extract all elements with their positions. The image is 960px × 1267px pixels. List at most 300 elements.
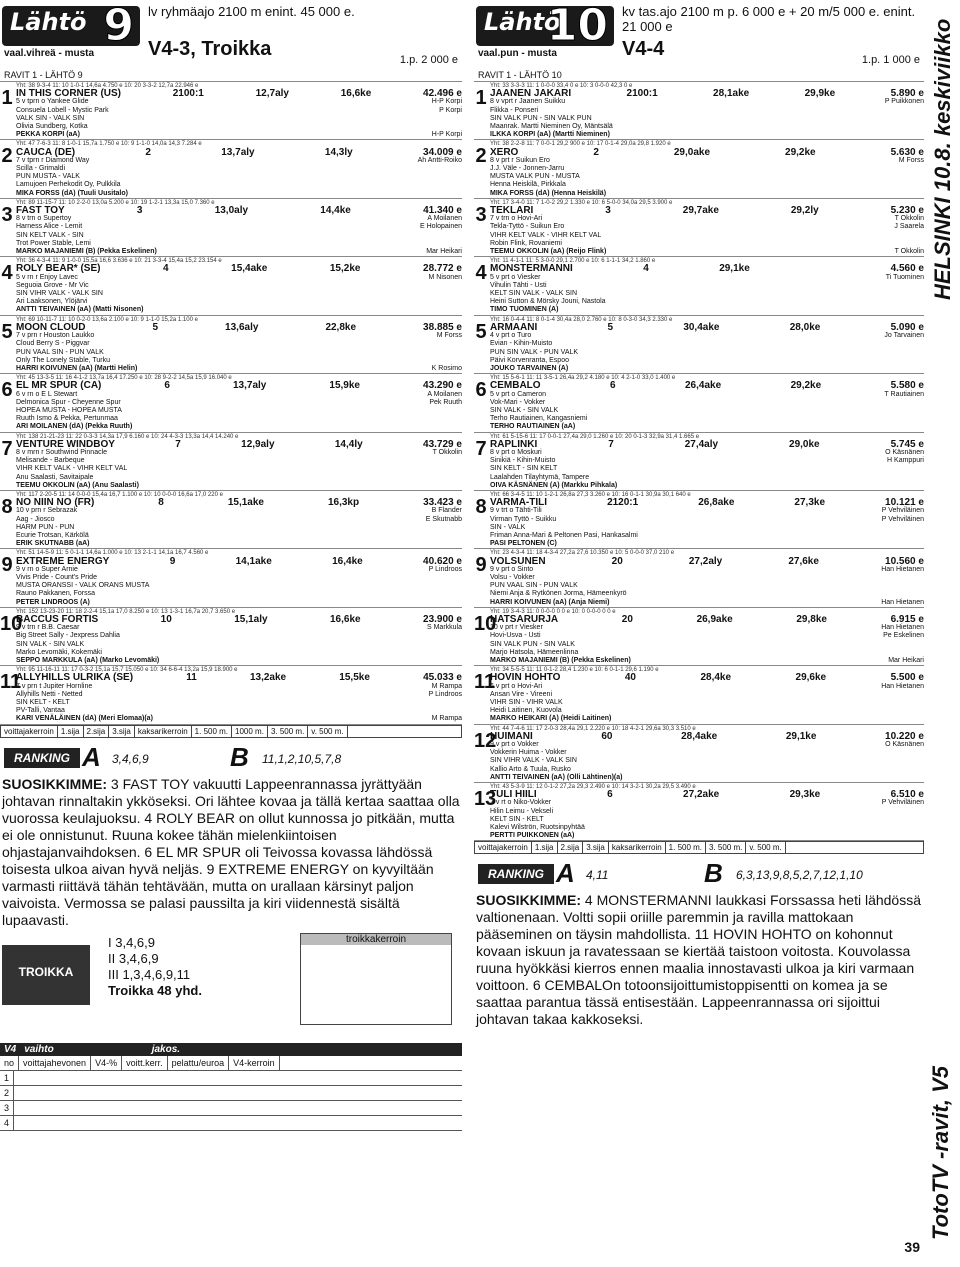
pedigree-line — [16, 332, 462, 340]
dam-line — [490, 399, 924, 407]
owner: Päivi Korvenranta, Espoo — [490, 356, 569, 364]
start-position: 6 — [610, 380, 616, 392]
horse-name: HUIMANI — [490, 730, 533, 742]
horse-name-line — [16, 616, 462, 624]
dam: Cloud Berry S - Piggvar — [16, 340, 90, 348]
entry-stats: Yht: 34 5-5-5 11: 11 0-1-2 28,4 1.230 e 10: 6 0-1-1 29,6 1.190 e — [490, 667, 659, 674]
horse-name-line — [16, 555, 462, 567]
horse-name-line — [490, 146, 924, 158]
entry-body — [490, 316, 924, 373]
record: 27,4aly — [684, 438, 719, 450]
dam-line — [16, 223, 462, 231]
owner: Robin Flink, Rovaniemi — [490, 239, 562, 247]
driver: TEEMU OKKOLIN (aA) (Anu Saalasti) — [16, 481, 139, 489]
entry-body — [490, 140, 924, 197]
record-2: 14,4ke — [320, 205, 351, 217]
entry-row — [474, 257, 924, 315]
silk-colors: PUN SIN VALK - PUN VALK — [490, 348, 579, 356]
owner: Terho Rautiainen, Kangasniemi — [490, 415, 588, 423]
entry-stats: Yht: 138 21-21-23 11: 22 0-3-3 14,3a 17,9 6.160 e 10: 24 4-3-3 13,3a 14,4 14.240 e — [16, 433, 239, 440]
pedigree-line — [490, 449, 924, 457]
trainer-2: P Lindroos — [428, 690, 462, 698]
driver-line — [16, 306, 462, 314]
entry-stats: Yht: 36 4-3-4 11: 9 1-0-0 15,5a 16,6 3.636 e 10: 21 3-3-4 15,4a 15,2 23.154 e — [16, 258, 222, 265]
record: 13,2ake — [249, 672, 287, 684]
record-2: 14,4ly — [334, 438, 363, 450]
race-info: lv ryhmäajo 2100 m enint. 45 000 e. — [148, 4, 355, 19]
driver: ARI MOILANEN (dA) (Pekka Ruuth) — [16, 423, 133, 431]
trainer-3: Mar Heikari — [888, 657, 924, 665]
dam: Evian - Kihin-Muisto — [490, 340, 553, 348]
pedigree: 10 v prt r Viesker — [490, 624, 543, 632]
owner: Ari Laaksonen, Ylöjärvi — [16, 298, 88, 306]
pedigree-line — [490, 215, 924, 223]
dam-line — [16, 282, 462, 290]
entry-stats: Yht: 15 5-6-1 11: 11 3-5-1 26,4a 29,2 4.180 e 10: 4 2-1-0 33,0 1.400 e — [490, 375, 676, 382]
record-2: 22,8ke — [325, 321, 357, 333]
dam: Virman Tyttö - Suikku — [490, 515, 557, 523]
pedigree-line — [490, 566, 924, 574]
start-position: 6 — [607, 789, 613, 801]
start-number: 1 — [1, 87, 13, 109]
pedigree: 10 v prn r Sebrazak — [16, 507, 78, 515]
start-position: 11 — [186, 672, 197, 684]
start-position: 2120:1 — [607, 497, 639, 509]
record-2: 16,6ke — [340, 88, 372, 100]
results-table-header — [474, 841, 924, 854]
start-number: 11 — [0, 671, 22, 694]
trainer: Ah Antti-Roiko — [417, 156, 462, 164]
entry-body — [490, 608, 924, 665]
record: 28,1ake — [713, 88, 750, 100]
driver: ANTTI TEIVAINEN (aA) (Matti Nisonen) — [16, 306, 144, 314]
entry-stats: Yht: 33 3-3-3 11: 1 0-0-0 33,4 0 e 10: 3 0-0-0 42,3 0 e — [490, 83, 633, 89]
pedigree: 6 v prt o Hovi-Ari — [490, 682, 543, 690]
driver: PETER LINDROOS (A) — [16, 598, 90, 606]
driver: PEKKA KORPI (aA) — [16, 131, 80, 139]
record-2: 28,0ke — [789, 321, 821, 333]
record-2: 15,2ke — [329, 263, 361, 275]
record: 12,7aly — [255, 88, 289, 100]
dam-line — [16, 399, 462, 407]
trainer-2: P Vehviläinen — [881, 515, 924, 523]
start-number: 5 — [475, 320, 487, 343]
horse-name-line — [490, 730, 924, 742]
total-prize: 43.290 e — [423, 380, 462, 392]
ravit-label: RAVIT 1 - LÄHTÖ 10 — [474, 70, 924, 82]
entry-row — [0, 374, 462, 432]
entry-stats: Yht: 89 11-15-7 11: 10 2-2-0 13,0a 5.200 e 10: 19 1-2-1 13,3a 15,0 7.360 e — [16, 199, 215, 206]
horse-name-line — [490, 791, 924, 799]
entry-stats: Yht: 61 5-15-6 11: 17 0-0-1 27,4a 29,0 1.260 e 10: 20 0-1-3 32,9a 31,4 1.665 e — [490, 433, 700, 440]
driver-line — [16, 715, 462, 723]
dam: J.J. Väle - Jonnen-Jarru — [490, 165, 565, 173]
race-colors: vaal.vihreä - musta — [4, 48, 95, 59]
entry-row — [474, 316, 924, 374]
trainer: T Rautiainen — [884, 390, 924, 398]
v4-row — [0, 1086, 462, 1101]
driver: JOUKO TARVAINEN (A) — [490, 364, 569, 372]
pedigree-line — [16, 566, 462, 574]
record: 27,2ake — [683, 789, 720, 801]
start-number: 12 — [474, 729, 497, 752]
driver-line — [16, 599, 462, 607]
driver-line — [490, 248, 924, 256]
pedigree-line — [490, 157, 924, 165]
v4-column-header: voitt.kerr. — [122, 1056, 168, 1070]
entry-stats: Yht: 16 0-4-4 11: 8 0-1-4 30,4a 28,0 2.760 e 10: 8 0-3-0 34,3 2.330 e — [490, 316, 673, 323]
start-position: 9 — [169, 555, 176, 567]
entry-row — [474, 783, 924, 841]
ranking-b-values: 11,1,2,10,5,7,8 — [262, 751, 342, 766]
silk-colors: PUN MUSTA - VALK — [16, 173, 80, 181]
silk-colors: SIN VALK - SIN VALK — [490, 406, 559, 414]
total-prize: 42.496 e — [423, 88, 462, 100]
page-number: 39 — [904, 1239, 920, 1255]
pedigree-line — [490, 98, 924, 106]
record-2: 14,3ly — [324, 146, 353, 158]
trainer: Han Hietanen — [881, 682, 924, 690]
horse-name-line — [490, 616, 924, 624]
dam-line — [16, 516, 462, 524]
pedigree: 7 v prn t Jupiter Hornline — [16, 682, 93, 690]
record: 26,8ake — [698, 497, 735, 509]
entry-row — [0, 257, 462, 315]
entry-stats: Yht: 11 4-1-1 11: 5 3-0-0 29,1 2.700 e 10: 6 1-1-1 34,2 1.860 e — [490, 258, 656, 265]
dam: Volsu - Vokker — [490, 573, 535, 581]
start-number: 3 — [475, 203, 487, 226]
ranking — [474, 858, 924, 889]
record-2: 16,4ke — [332, 555, 363, 567]
dam: Aag - Jiosco — [16, 515, 55, 523]
record-2: 15,9ke — [329, 380, 360, 392]
entry-row — [474, 199, 924, 257]
v4-row — [0, 1101, 462, 1116]
dam-line — [490, 107, 924, 115]
pedigree-line — [16, 683, 462, 691]
driver: HARRI KOIVUNEN (aA) (Anja Niemi) — [490, 598, 610, 606]
silk-colors: VIHR KELT VALK - VIHR KELT VAL — [490, 231, 602, 239]
silk-colors: KELT SIN - KELT — [490, 815, 544, 823]
driver: SEPPO MARKKULA (aA) (Marko Levomäki) — [16, 657, 160, 665]
driver-line — [490, 306, 924, 314]
total-prize: 5.630 e — [890, 146, 924, 158]
table-header-cell: kaksarikerroin — [135, 726, 192, 737]
entry-body — [490, 374, 924, 431]
start-number: 8 — [1, 495, 13, 518]
pedigree: 5 v prt o Cameron — [490, 390, 547, 398]
entry-stats: Yht: 44 7-4-6 11: 17 2-0-3 28,4a 29,1 2.220 e 10: 18 4-2-1 29,6a 30,3 3.510 e — [490, 725, 696, 732]
pedigree-line — [490, 391, 924, 399]
horse-name: VOLSUNEN — [490, 555, 546, 567]
driver: MARKO MAJANIEMI (B) (Pekka Eskelinen) — [490, 657, 631, 665]
table-header-cell: 1.sija — [532, 842, 558, 853]
start-position: 2100:1 — [626, 88, 658, 100]
dam: Hilin Leimu - Vekseli — [490, 807, 554, 815]
driver-line — [490, 774, 924, 782]
trainer: M Forss — [898, 156, 924, 164]
v4-row-number: 4 — [0, 1116, 14, 1130]
entry-stats: Yht: 43 5-3-9 11: 12 0-1-2 27,2a 29,3 2.490 e 10: 14 3-2-1 30,2a 29,5 3.490 e — [490, 784, 696, 791]
dam-line — [16, 165, 462, 173]
pedigree: 9 v prt o Sinto — [490, 565, 534, 573]
start-position: 3 — [605, 205, 611, 217]
trainer: T Okkolin — [432, 448, 462, 456]
trainer-2: H Kamppuri — [887, 457, 924, 465]
driver: OIVA KÄSNÄNEN (A) (Markku Pihkala) — [490, 481, 618, 489]
record: 28,4ake — [681, 730, 718, 742]
trainer-2: E Holopainen — [419, 223, 462, 231]
race-header — [0, 0, 462, 70]
horse-name-line — [490, 90, 924, 98]
dam-line — [490, 691, 924, 699]
horse-name: EL MR SPUR (CA) — [16, 380, 102, 392]
table-header-cell: 2.sija — [84, 726, 110, 737]
favourites-body: 4 MONSTERMANNI laukkasi Forssassa heti lähdössä valtionenaan. Voltti sopii oriille paremmin ja ravilla mattokaan pääseminen on täysin mahdollista. 11 HOVIN HOHTO on kohonnut kovaan iskuun ja ravatessaan se kiertää taistoon voitosta. Kouvolassa ruuna hyökkäsi kierros ennen maalia innostavasti ulkoa ja kiri varmaan voittoon. 6 CEMBALOn totoonsijoittumistoppisentti on komea ja se saattaa parantua tässä entisestään. Lappeenrannassa ori sijoittui johtavan takaa kakkoseksi. — [476, 892, 921, 1028]
pedigree: 7 v tprn r Diamond Way — [16, 156, 90, 164]
driver-line — [16, 540, 462, 548]
driver-line — [490, 365, 924, 373]
entry-body — [490, 725, 924, 782]
horse-name: TULI HIILI — [490, 789, 537, 801]
total-prize: 4.560 e — [890, 263, 924, 275]
entry-stats: Yht: 38 9-3-4 11: 10 1-0-1 14,6a 4.750 e 10: 20 3-3-2 12,7a 22.946 e — [16, 83, 199, 89]
record: 29,0ake — [673, 146, 711, 158]
record: 14,1ake — [235, 555, 272, 567]
pedigree: 7 v prn r Houston Laukko — [16, 332, 95, 340]
driver: ANTTI TEIVAINEN (aA) (Olli Lähtinen)(a) — [490, 773, 623, 781]
pedigree: 6 v rn o E L Stewart — [16, 390, 78, 398]
record: 13,6aly — [225, 321, 259, 333]
total-prize: 5.745 e — [890, 438, 924, 450]
start-number: 10 — [474, 612, 497, 635]
lahto-logo — [2, 0, 140, 51]
favourites-text — [474, 888, 924, 1032]
entry-body — [490, 783, 924, 840]
record: 12,9aly — [241, 438, 275, 450]
start-number: 8 — [475, 495, 487, 518]
entry-stats: Yht: 69 10-11-7 11: 10 0-2-0 13,6a 2.100 e 10: 9 1-1-0 15,2a 1.100 e — [16, 316, 198, 323]
trainer: B Flander — [431, 507, 462, 515]
first-prize: 1.p. 2 000 e — [399, 54, 458, 66]
pedigree-line — [490, 683, 924, 691]
driver: MIKA FORSS (dA) (Henna Heiskilä) — [490, 189, 607, 197]
v4-row-number: 2 — [0, 1086, 14, 1100]
pedigree: 4 v prt o Turo — [490, 332, 532, 340]
troikka-line-4: Troikka 48 yhd. — [108, 982, 202, 998]
dam: Flikka - Ponseri — [490, 106, 539, 114]
silk-colors: SIN KELT - KELT — [16, 699, 70, 707]
v4-column-header: V4-kerroin — [229, 1056, 280, 1070]
record-2: 29,3ke — [789, 789, 821, 801]
silk-colors: SIN - VALK — [490, 523, 526, 531]
dam-line — [490, 457, 924, 465]
start-number: 7 — [1, 437, 13, 460]
horse-name: ARMAANI — [490, 321, 538, 333]
owner: Marjo Hatsola, Hämeenlinna — [490, 648, 579, 656]
driver-line — [16, 365, 462, 373]
pedigree: 8 v mrn r Southwind Pinnacle — [16, 448, 108, 456]
driver: MIKA FORSS (dA) (Tuuli Uusitalo) — [16, 189, 128, 197]
start-number: 1 — [475, 87, 487, 109]
pedigree: 7 v rt o Niko-Vokker — [490, 799, 552, 807]
dam: Vivis Pride - Count's Pride — [16, 573, 97, 581]
side-date-text: HELSINKI 10.8. keskiviikko — [930, 18, 955, 300]
record-2: 29,6ke — [795, 672, 827, 684]
table-header-cell: voittajakerroin — [475, 842, 532, 853]
driver-line — [490, 657, 924, 665]
table-header-cell: 1.sija — [58, 726, 84, 737]
ranking-label: RANKING — [478, 864, 554, 884]
start-number: 7 — [475, 437, 487, 460]
owner: Only The Lonely Stable, Turku — [16, 356, 111, 364]
total-prize: 6.915 e — [890, 614, 924, 625]
owner: Olivia Sundberg, Kotka — [16, 123, 88, 131]
dam: Hovi-Usva - Usti — [490, 632, 541, 640]
owner: Heini Sutton & Mörsky Jouni, Nastola — [490, 298, 606, 306]
driver: TERHO RAUTIAINEN (aA) — [490, 423, 576, 431]
dam-line — [490, 574, 924, 582]
table-header-cell: 3.sija — [109, 726, 135, 737]
trainer: P Vehviläinen — [881, 799, 924, 807]
pedigree-line — [16, 391, 462, 399]
pedigree: 9 v trn r B.B. Caesar — [16, 624, 80, 632]
pedigree: 5 v tprn o Yankee Glide — [16, 98, 89, 106]
dam: Scilla - Grimaldi — [16, 165, 66, 173]
horse-name-line — [490, 555, 924, 567]
horse-name-line — [16, 90, 462, 98]
entries-list — [474, 82, 924, 841]
record-2: 15,5ke — [339, 672, 370, 684]
dam-line — [490, 808, 924, 816]
trainer-2: J Saarela — [894, 223, 924, 231]
silk-colors: SIN VALK PUN - SIN VALK — [490, 640, 575, 648]
total-prize: 41.340 e — [423, 205, 462, 217]
dam: Ansan Vire - Vireeni — [490, 690, 552, 698]
total-prize: 43.729 e — [423, 438, 462, 450]
total-prize: 40.620 e — [423, 555, 462, 567]
pedigree-line — [490, 741, 924, 749]
record: 13,0aly — [214, 205, 249, 217]
entry-stats: Yht: 152 13-23-20 11: 18 2-2-4 15,1a 17,0 8.250 e 10: 13 1-3-1 16,7a 20,7 3.650 e — [16, 608, 236, 615]
horse-name-line — [490, 207, 924, 215]
v4-row — [0, 1116, 462, 1131]
table-header-cell: v. 500 m. — [746, 842, 785, 853]
driver-line — [490, 482, 924, 490]
dam-line — [16, 457, 462, 465]
dam: Harness Alice - Lemit — [16, 223, 83, 231]
race-info: kv tas.ajo 2100 m p. 6 000 e + 20 m/5 000 e. enint. 21 000 e — [622, 4, 916, 34]
horse-name: ALLYHILLS ULRIKA (SE) — [16, 672, 134, 684]
start-number: 2 — [1, 145, 13, 168]
total-prize: 33.423 e — [423, 497, 462, 509]
owner: Niemi Anja & Rytkönen Jorma, Hämeenkyrö — [490, 590, 627, 598]
race-number: 10 — [546, 0, 608, 51]
horse-name: VENTURE WINDBOY — [16, 438, 115, 450]
trainer-3: Han Hietanen — [881, 598, 924, 606]
table-header-cell: 3.sija — [583, 842, 609, 853]
horse-name: HATSARURJA — [490, 614, 559, 625]
start-position: 7 — [175, 438, 181, 450]
dam-line — [490, 165, 924, 173]
record-2: 29,0ke — [789, 438, 820, 450]
trainer-3: K Rosimo — [431, 364, 462, 372]
ranking-a-values: 3,4,6,9 — [112, 751, 149, 766]
start-position: 4 — [643, 263, 649, 275]
driver: ERIK SKUTNABB (aA) — [16, 540, 90, 548]
pedigree-line — [490, 332, 924, 340]
v4-row — [0, 1071, 462, 1086]
start-number: 9 — [475, 554, 487, 577]
pedigree: 5 v prt o Viesker — [490, 273, 541, 281]
silk-colors: HOPEA MUSTA - HOPEA MUSTA — [16, 406, 122, 414]
record-2: 29,2ly — [790, 205, 819, 217]
trainer: O Käsnänen — [885, 741, 924, 749]
entry-row — [0, 608, 462, 666]
owner: Maanrak. Martti Nieminen Oy, Mäntsälä — [490, 123, 613, 131]
silk-colors: SIN VIHR VALK - VALK SIN — [490, 757, 577, 765]
start-number: 6 — [475, 379, 487, 402]
horse-name-line — [16, 674, 462, 682]
pedigree-line — [16, 507, 462, 515]
driver-line — [490, 715, 924, 723]
entry-body — [490, 666, 924, 723]
entry-row — [0, 316, 462, 374]
entry-stats: Yht: 66 3-4-5 11: 10 1-2-1 26,8a 27,3 3.260 e 10: 16 0-1-1 30,9a 30,1 640 e — [490, 491, 691, 498]
horse-name-line — [16, 382, 462, 390]
driver: HARRI KOIVUNEN (aA) (Martti Helin) — [16, 364, 138, 372]
dam-line — [16, 574, 462, 582]
record: 28,4ke — [700, 672, 732, 684]
dam: Big Street Sally - Jexpress Dahlia — [16, 632, 120, 640]
record: 29,7ake — [682, 205, 719, 217]
trainer: P Lindroos — [428, 565, 462, 573]
pedigree-line — [16, 624, 462, 632]
entry-stats: Yht: 19 3-4-3 11: 0 0-0-0 0 0 e 10: 0 0-0-0 0 0 e — [490, 608, 616, 615]
table-header-cell: 3. 500 m. — [706, 842, 746, 853]
trainer: M Rampa — [431, 682, 462, 690]
side-tototv-text: TotoTV -ravit, V5 — [928, 1066, 953, 1240]
dam-line — [490, 749, 924, 757]
owner: Marko Levomäki, Kokemäki — [16, 648, 102, 656]
v4-row-number: 1 — [0, 1071, 14, 1085]
pedigree-line — [490, 799, 924, 807]
race-header — [474, 0, 924, 70]
record-2: 27,3ke — [794, 497, 826, 509]
trainer-2: E Skutnabb — [425, 515, 462, 523]
first-prize: 1.p. 1 000 e — [861, 54, 920, 66]
trainer-2: Pe Eskelinen — [883, 632, 924, 640]
owner: Anu Saalasti, Savitaipale — [16, 473, 94, 481]
dam-line — [490, 340, 924, 348]
driver-line — [16, 190, 462, 198]
pedigree: 9 v rn o Super Arnie — [16, 565, 78, 573]
pedigree: 8 v vprt r Jaanen Suikku — [490, 98, 566, 106]
driver: TIMO TUOMINEN (A) — [490, 306, 559, 314]
table-header-cell: 1000 m. — [232, 726, 268, 737]
entry-stats: Yht: 117 2-20-5 11: 14 0-0-0 15,4a 16,7 1.100 e 10: 10 0-0-0 16,6a 17,0 220 e — [16, 491, 223, 498]
horse-name: EXTREME ENERGY — [16, 555, 110, 567]
entry-stats: Yht: 45 13-3-5 11: 16 4-1-2 13,7a 16,4 17.250 e 10: 28 9-2-2 14,5a 15,9 16.040 e — [16, 375, 232, 382]
record: 26,9ake — [696, 614, 733, 625]
silk-colors: SIN KELT VALK - SIN — [16, 231, 84, 239]
results-table-header — [0, 725, 462, 738]
troikka-box — [0, 933, 462, 1043]
horse-name-line — [490, 674, 924, 682]
dam: Allyhills Netti - Netted — [16, 690, 83, 698]
horse-name-line — [16, 146, 462, 158]
v4-column-header: V4-% — [91, 1056, 122, 1070]
